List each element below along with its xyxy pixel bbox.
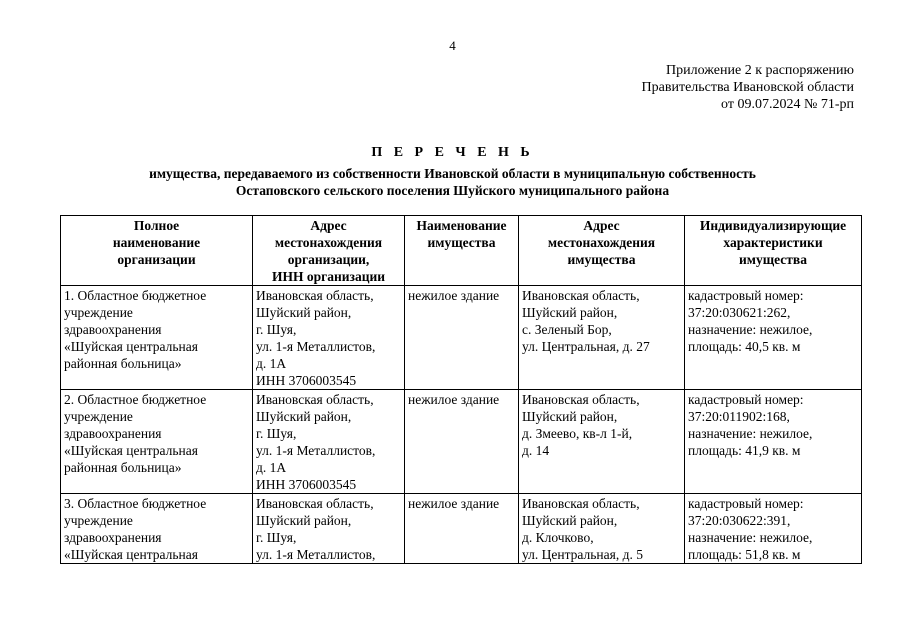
appendix-line: Приложение 2 к распоряжению	[666, 63, 854, 78]
header-characteristics	[685, 216, 862, 286]
table-body	[61, 286, 862, 564]
cell-line: кадастровый номер:	[688, 496, 804, 511]
cell-line: Шуйский район,	[256, 409, 352, 424]
cell-line: Шуйский район,	[522, 305, 618, 320]
cell-line: Ивановская область,	[256, 496, 374, 511]
cell-line: площадь: 40,5 кв. м	[688, 339, 801, 354]
cell-line: здравоохранения	[64, 426, 162, 441]
cell-line: ИНН 3706003545	[256, 477, 357, 492]
cell-line: «Шуйская центральная	[64, 339, 198, 354]
cell-line: Адрес	[583, 218, 620, 233]
cell-property-address	[519, 494, 685, 564]
cell-org-address	[253, 494, 405, 564]
cell-line: организации,	[287, 252, 370, 267]
cell-line: д. 1А	[256, 356, 287, 371]
cell-line: учреждение	[64, 513, 133, 528]
cell-characteristics	[685, 286, 862, 390]
cell-line: д. Змеево, кв-л 1-й,	[522, 426, 633, 441]
document-title: П Е Р Е Ч Е Н Ь	[371, 145, 534, 160]
cell-line: учреждение	[64, 305, 133, 320]
cell-line: нежилое здание	[408, 288, 500, 303]
cell-line: здравоохранения	[64, 322, 162, 337]
cell-property-address	[519, 390, 685, 494]
cell-line: г. Шуя,	[256, 322, 297, 337]
cell-property-name	[405, 390, 519, 494]
header-organization	[61, 216, 253, 286]
cell-line: кадастровый номер:	[688, 288, 804, 303]
cell-line: 1. Областное бюджетное	[64, 288, 207, 303]
cell-property-name	[405, 494, 519, 564]
cell-line: г. Шуя,	[256, 426, 297, 441]
cell-line: ИНН организации	[271, 269, 386, 284]
cell-line: районная больница»	[64, 460, 182, 475]
cell-line: д. 1А	[256, 460, 287, 475]
cell-line: наименование	[112, 235, 201, 250]
cell-line: ул. 1-я Металлистов,	[256, 547, 376, 562]
cell-org-address	[253, 390, 405, 494]
cell-line: имущества	[739, 252, 807, 267]
cell-line: Ивановская область,	[256, 392, 374, 407]
cell-organization	[61, 390, 253, 494]
document-subtitle	[0, 165, 905, 199]
cell-line: характеристики	[723, 235, 823, 250]
cell-line: ул. Центральная, д. 27	[522, 339, 650, 354]
cell-line: ул. 1-я Металлистов,	[256, 443, 376, 458]
cell-line: учреждение	[64, 409, 133, 424]
header-org-address	[253, 216, 405, 286]
cell-line: Наименование	[416, 218, 507, 233]
cell-line: назначение: нежилое,	[688, 322, 813, 337]
header-property-address	[519, 216, 685, 286]
appendix-note	[642, 62, 854, 113]
cell-line: площадь: 51,8 кв. м	[688, 547, 801, 562]
table-row	[61, 286, 862, 390]
cell-line: «Шуйская центральная	[64, 443, 198, 458]
subtitle-line: Остаповского сельского поселения Шуйского муниципального района	[235, 183, 670, 198]
cell-line: «Шуйская центральная	[64, 547, 198, 562]
header-property-name	[405, 216, 519, 286]
cell-line: назначение: нежилое,	[688, 426, 813, 441]
cell-line: Шуйский район,	[522, 409, 618, 424]
table-header-row	[61, 216, 862, 286]
table-header	[61, 216, 862, 286]
cell-line: назначение: нежилое,	[688, 530, 813, 545]
cell-line: ИНН 3706003545	[256, 373, 357, 388]
cell-line: кадастровый номер:	[688, 392, 804, 407]
cell-line: д. 14	[522, 443, 550, 458]
cell-line: 37:20:030621:262,	[688, 305, 791, 320]
appendix-line: Правительства Ивановской области	[641, 80, 854, 95]
cell-line: имущества	[567, 252, 636, 267]
cell-line: местонахождения	[274, 235, 383, 250]
cell-line: Полное	[133, 218, 180, 233]
cell-characteristics	[685, 494, 862, 564]
table-row	[61, 390, 862, 494]
cell-line: нежилое здание	[408, 392, 500, 407]
cell-line: ул. Центральная, д. 5	[522, 547, 643, 562]
cell-characteristics	[685, 390, 862, 494]
cell-line: Шуйский район,	[256, 305, 352, 320]
cell-line: ул. 1-я Металлистов,	[256, 339, 376, 354]
cell-line: д. Клочково,	[522, 530, 594, 545]
cell-line: Адрес	[310, 218, 347, 233]
cell-line: 37:20:011902:168,	[688, 409, 790, 424]
cell-line: г. Шуя,	[256, 530, 297, 545]
cell-line: Индивидуализирующие	[699, 218, 847, 233]
cell-line: с. Зеленый Бор,	[522, 322, 612, 337]
cell-line: 3. Областное бюджетное	[64, 496, 207, 511]
cell-line: имущества	[427, 235, 496, 250]
cell-organization	[61, 494, 253, 564]
cell-property-name	[405, 286, 519, 390]
cell-line: площадь: 41,9 кв. м	[688, 443, 801, 458]
cell-line: организации	[117, 252, 196, 267]
cell-line: Шуйский район,	[256, 513, 352, 528]
cell-line: Ивановская область,	[522, 392, 640, 407]
cell-organization	[61, 286, 253, 390]
subtitle-line: имущества, передаваемого из собственности Ивановской области в муниципальную собственность	[149, 166, 756, 181]
cell-line: здравоохранения	[64, 530, 162, 545]
cell-line: 2. Областное бюджетное	[64, 392, 207, 407]
cell-line: нежилое здание	[408, 496, 500, 511]
page-number: 4	[449, 38, 456, 53]
cell-line: Шуйский район,	[522, 513, 618, 528]
property-table	[60, 215, 862, 564]
cell-line: Ивановская область,	[256, 288, 374, 303]
appendix-line: от 09.07.2024 № 71-рп	[721, 97, 854, 112]
cell-org-address	[253, 286, 405, 390]
cell-property-address	[519, 286, 685, 390]
cell-line: Ивановская область,	[522, 496, 640, 511]
cell-line: Ивановская область,	[522, 288, 640, 303]
table-row	[61, 494, 862, 564]
cell-line: 37:20:030622:391,	[688, 513, 791, 528]
cell-line: местонахождения	[547, 235, 656, 250]
cell-line: районная больница»	[64, 356, 182, 371]
